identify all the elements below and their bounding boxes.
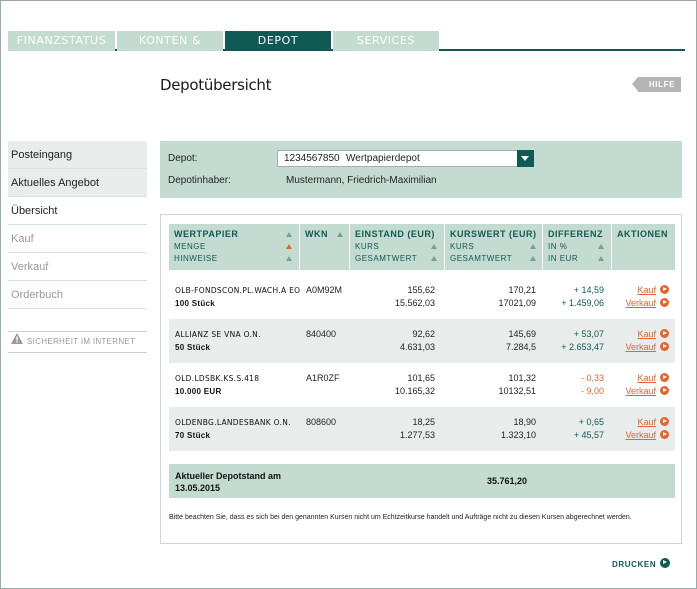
help-button[interactable]: HILFE: [638, 77, 681, 92]
cost-rate: 18,25: [412, 417, 435, 427]
market-rate: 101,32: [508, 373, 536, 383]
security-name: ALLIANZ SE VNA O.N.: [175, 330, 261, 339]
header-title: KURSWERT (EUR): [450, 229, 537, 239]
tab-depot[interactable]: DEPOT: [225, 31, 331, 51]
sort-up-icon[interactable]: [530, 256, 536, 261]
sidebar-item-kauf[interactable]: Kauf: [8, 225, 147, 253]
tab-services[interactable]: SERVICES: [333, 31, 439, 51]
depot-account-number: 1234567850: [284, 153, 340, 164]
security-qty: 10.000 EUR: [175, 387, 222, 396]
buy-link[interactable]: Kauf: [637, 329, 656, 339]
diff-pct: - 0,33: [580, 373, 604, 383]
table-row: [169, 407, 675, 451]
table-header: [169, 224, 675, 270]
security-qty: 50 Stück: [175, 343, 211, 352]
security-name: OLB-FONDSCON.PL.WACH.A EO: [175, 286, 301, 295]
cost-rate: 155,62: [407, 285, 435, 295]
sell-action[interactable]: [625, 430, 669, 440]
sell-action[interactable]: [625, 342, 669, 352]
table-row: [169, 275, 675, 319]
sidebar-item-orderbuch[interactable]: Orderbuch: [8, 281, 147, 309]
security-qty: 100 Stück: [175, 299, 216, 308]
buy-action[interactable]: [637, 285, 669, 295]
header-title: WKN: [305, 229, 328, 239]
market-rate: 145,69: [508, 329, 536, 339]
header-security: [169, 224, 300, 270]
header-sub: KURS: [355, 242, 380, 251]
header-cost: [350, 224, 445, 270]
security-wkn: 840400: [306, 329, 337, 339]
sell-action[interactable]: [625, 298, 669, 308]
header-title: WERTPAPIER: [174, 229, 239, 239]
arrow-right-icon[interactable]: [660, 285, 669, 294]
sidebar-item-aktuelles-angebot[interactable]: Aktuelles Angebot: [8, 169, 147, 197]
total-label-line2: 13.05.2015: [175, 483, 221, 493]
diff-pct: + 0,65: [578, 417, 604, 427]
chevron-down-icon[interactable]: [517, 150, 534, 167]
buy-action[interactable]: [637, 373, 669, 383]
sort-up-icon[interactable]: [431, 256, 437, 261]
total-value: 35.761,20: [487, 476, 528, 486]
header-sub: MENGE: [174, 242, 206, 251]
cost-total: 10.165,32: [394, 386, 435, 396]
cost-total: 15.562,03: [394, 298, 435, 308]
table-row: [169, 319, 675, 363]
owner-label: Depotinhaber:: [168, 175, 231, 186]
diff-eur: + 45,57: [573, 430, 604, 440]
market-total: 17021,09: [498, 298, 536, 308]
depot-select[interactable]: [277, 150, 534, 167]
arrow-right-icon[interactable]: [660, 373, 669, 382]
header-actions: [612, 224, 675, 270]
buy-action[interactable]: [637, 417, 669, 427]
header-title: DIFFERENZ: [548, 229, 603, 239]
sort-up-icon[interactable]: [286, 244, 292, 249]
security-wkn: 808600: [306, 417, 337, 427]
page-title: Depotübersicht: [160, 76, 272, 94]
total-row: [169, 464, 675, 498]
header-sub: IN EUR: [548, 254, 579, 263]
header-sub: GESAMTWERT: [355, 254, 418, 263]
disclaimer-text: Bitte beachten Sie, dass es sich bei den genannten Kursen nicht um Echtzeitkurse handelt und Aufträge nicht zu diesen Kursen abgerechnet werden.: [169, 514, 632, 521]
buy-action[interactable]: [637, 329, 669, 339]
market-total: 10132,51: [498, 386, 536, 396]
market-total: 1.323,10: [500, 430, 536, 440]
diff-eur: + 1.459,06: [561, 298, 604, 308]
security-wkn: A0M92M: [306, 285, 343, 295]
security-label: SICHERHEIT IM INTERNET: [27, 337, 136, 347]
tab-konten-karten[interactable]: KONTEN & KARTEN: [117, 31, 223, 51]
buy-link[interactable]: Kauf: [637, 417, 656, 427]
arrow-right-icon[interactable]: [660, 298, 669, 307]
print-label: DRUCKEN: [612, 560, 657, 569]
cost-rate: 101,65: [407, 373, 435, 383]
arrow-right-icon[interactable]: [660, 342, 669, 351]
total-label: [175, 470, 281, 494]
header-sub: IN %: [548, 242, 568, 251]
sell-link[interactable]: Verkauf: [625, 298, 656, 308]
sort-up-icon[interactable]: [337, 232, 343, 237]
header-title: AKTIONEN: [617, 229, 668, 239]
arrow-right-icon[interactable]: [660, 430, 669, 439]
depot-table-panel: [160, 214, 682, 544]
sidebar-item-verkauf[interactable]: Verkauf: [8, 253, 147, 281]
sidebar-item-uebersicht[interactable]: Übersicht: [8, 197, 147, 225]
buy-link[interactable]: Kauf: [637, 285, 656, 295]
sort-up-icon[interactable]: [598, 244, 604, 249]
security-qty: 70 Stück: [175, 431, 211, 440]
arrow-right-icon[interactable]: [660, 329, 669, 338]
sell-link[interactable]: Verkauf: [625, 430, 656, 440]
market-total: 7.284,5: [505, 342, 536, 352]
tab-finanzstatus[interactable]: FINANZSTATUS: [8, 31, 115, 51]
sidebar-item-posteingang[interactable]: Posteingang: [8, 141, 147, 169]
arrow-right-icon[interactable]: [660, 417, 669, 426]
security-wkn: A1R0ZF: [306, 373, 340, 383]
cost-total: 1.277,53: [399, 430, 435, 440]
depot-selector-box: [160, 141, 682, 198]
warning-icon: [11, 332, 23, 352]
main-tab-bar: [8, 31, 685, 67]
sell-link[interactable]: Verkauf: [625, 342, 656, 352]
sort-up-icon[interactable]: [286, 256, 292, 261]
total-label-line1: Aktueller Depotstand am: [175, 471, 282, 481]
sell-action[interactable]: [625, 386, 669, 396]
cost-total: 4.631,03: [399, 342, 435, 352]
market-rate: 18,90: [513, 417, 536, 427]
sell-link[interactable]: Verkauf: [625, 386, 656, 396]
depot-account-type: Wertpapierdepot: [346, 153, 420, 164]
sort-up-icon[interactable]: [431, 244, 437, 249]
header-sub: HINWEISE: [174, 254, 218, 263]
security-name: OLD.LDSBK.KS.S.418: [175, 374, 260, 383]
arrow-right-icon[interactable]: [660, 558, 670, 568]
header-wkn: [300, 224, 350, 270]
sort-up-icon[interactable]: [286, 232, 292, 237]
header-title: EINSTAND (EUR): [355, 229, 435, 239]
print-button[interactable]: [612, 558, 670, 569]
depot-label: Depot:: [168, 153, 198, 164]
diff-eur: + 2.653,47: [561, 342, 604, 352]
header-market: [445, 224, 543, 270]
buy-link[interactable]: Kauf: [637, 373, 656, 383]
diff-pct: + 14,59: [573, 285, 604, 295]
header-diff: [543, 224, 612, 270]
sort-up-icon[interactable]: [598, 256, 604, 261]
arrow-right-icon[interactable]: [660, 386, 669, 395]
header-sub: KURS: [450, 242, 475, 251]
sidebar: [8, 141, 147, 309]
market-rate: 170,21: [508, 285, 536, 295]
owner-name: Mustermann, Friedrich-Maximilian: [286, 175, 437, 186]
table-row: [169, 363, 675, 407]
diff-pct: + 53,07: [573, 329, 604, 339]
security-name: OLDENBG.LANDESBANK O.N.: [175, 418, 291, 427]
diff-eur: - 9,00: [580, 386, 604, 396]
header-sub: GESAMTWERT: [450, 254, 513, 263]
cost-rate: 92,62: [412, 329, 435, 339]
security-link[interactable]: [8, 331, 147, 353]
sort-up-icon[interactable]: [530, 244, 536, 249]
